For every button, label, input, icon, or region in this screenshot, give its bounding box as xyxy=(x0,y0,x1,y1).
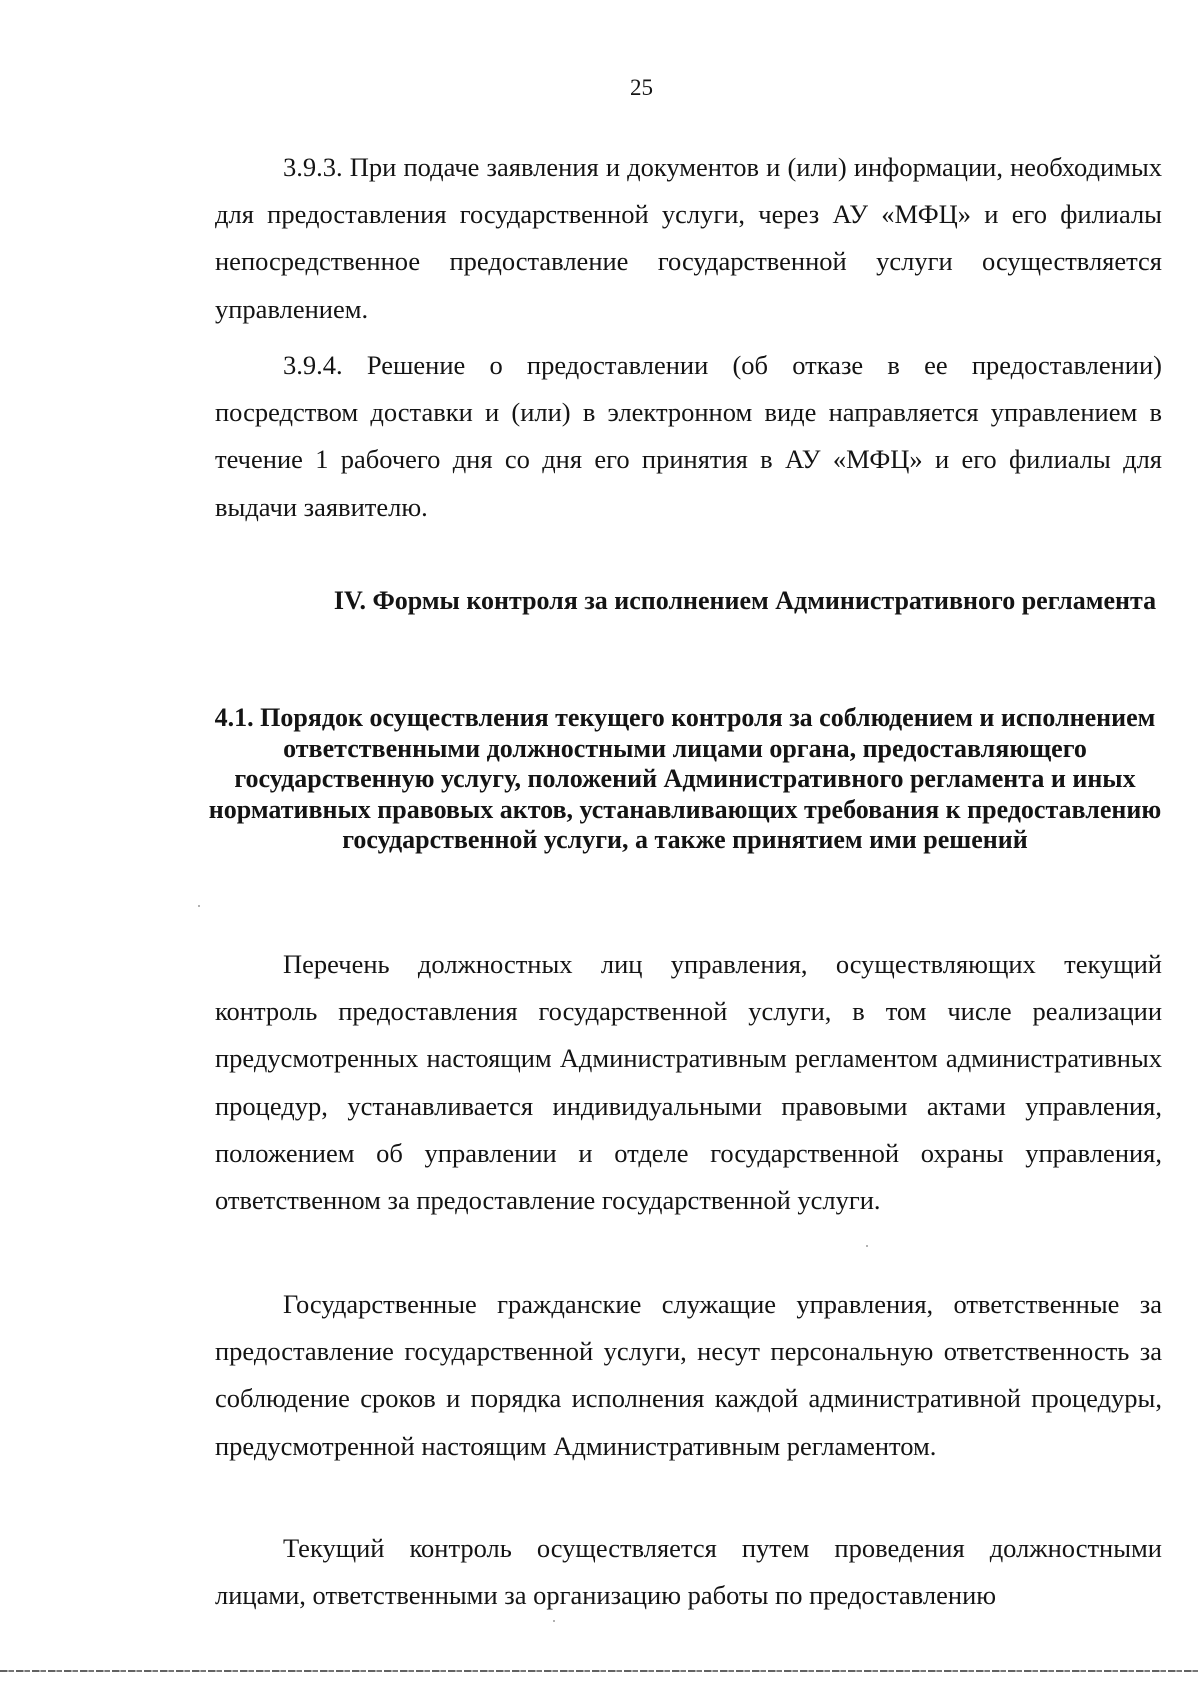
section-heading-iv: IV. Формы контроля за исполнением Административного регламента xyxy=(333,586,1157,615)
subsection-heading-4-1: 4.1. Порядок осуществления текущего контроля за соблюдением и исполнением ответственными должностными лицами органа, предоставляющего государственную услугу, положений Административного регламента и иных нормативных правовых актов, устанавливающих требования к предоставлению государственной услуги, а также принятием ими решений xyxy=(208,703,1162,854)
paragraph-tekushchiy-kontrol: Текущий контроль осуществляется путем проведения должностными лицами, ответственными за организацию работы по предоставлению xyxy=(215,1533,1162,1611)
paragraph-gos-sluzhashchie: Государственные гражданские служащие управления, ответственные за предоставление государственной услуги, несут персональную ответственность за соблюдение сроков и порядка исполнения каждой административной процедуры, предусмотренной настоящим Административным регламентом. xyxy=(215,1289,1162,1461)
paragraph-perechen: Перечень должностных лиц управления, осуществляющих текущий контроль предоставления государственной услуги, в том числе реализации предусмотренных настоящим Административным регламентом административных процедур, устанавливается индивидуальными правовыми актами управления, положением об управлении и отделе государственной охраны управления, ответственном за предоставление государственной услуги. xyxy=(215,949,1162,1216)
paragraph-3-9-4: 3.9.4. Решение о предоставлении (об отказе в ее предоставлении) посредством доставки и (или) в электронном виде направляется управлением в течение 1 рабочего дня со дня его принятия в АУ «МФЦ» и его филиалы для выдачи заявителю. xyxy=(215,350,1162,522)
scan-speck xyxy=(553,1620,555,1622)
paragraph-3-9-3: 3.9.3. При подаче заявления и документов и (или) информации, необходимых для предоставления государственной услуги, через АУ «МФЦ» и его филиалы непосредственное предоставление государственной услуги осуществляется управлением. xyxy=(215,152,1162,324)
scan-speck xyxy=(866,1245,868,1247)
page-number: 25 xyxy=(630,75,653,100)
scan-bottom-edge xyxy=(0,1670,1200,1672)
scan-speck xyxy=(198,905,200,907)
